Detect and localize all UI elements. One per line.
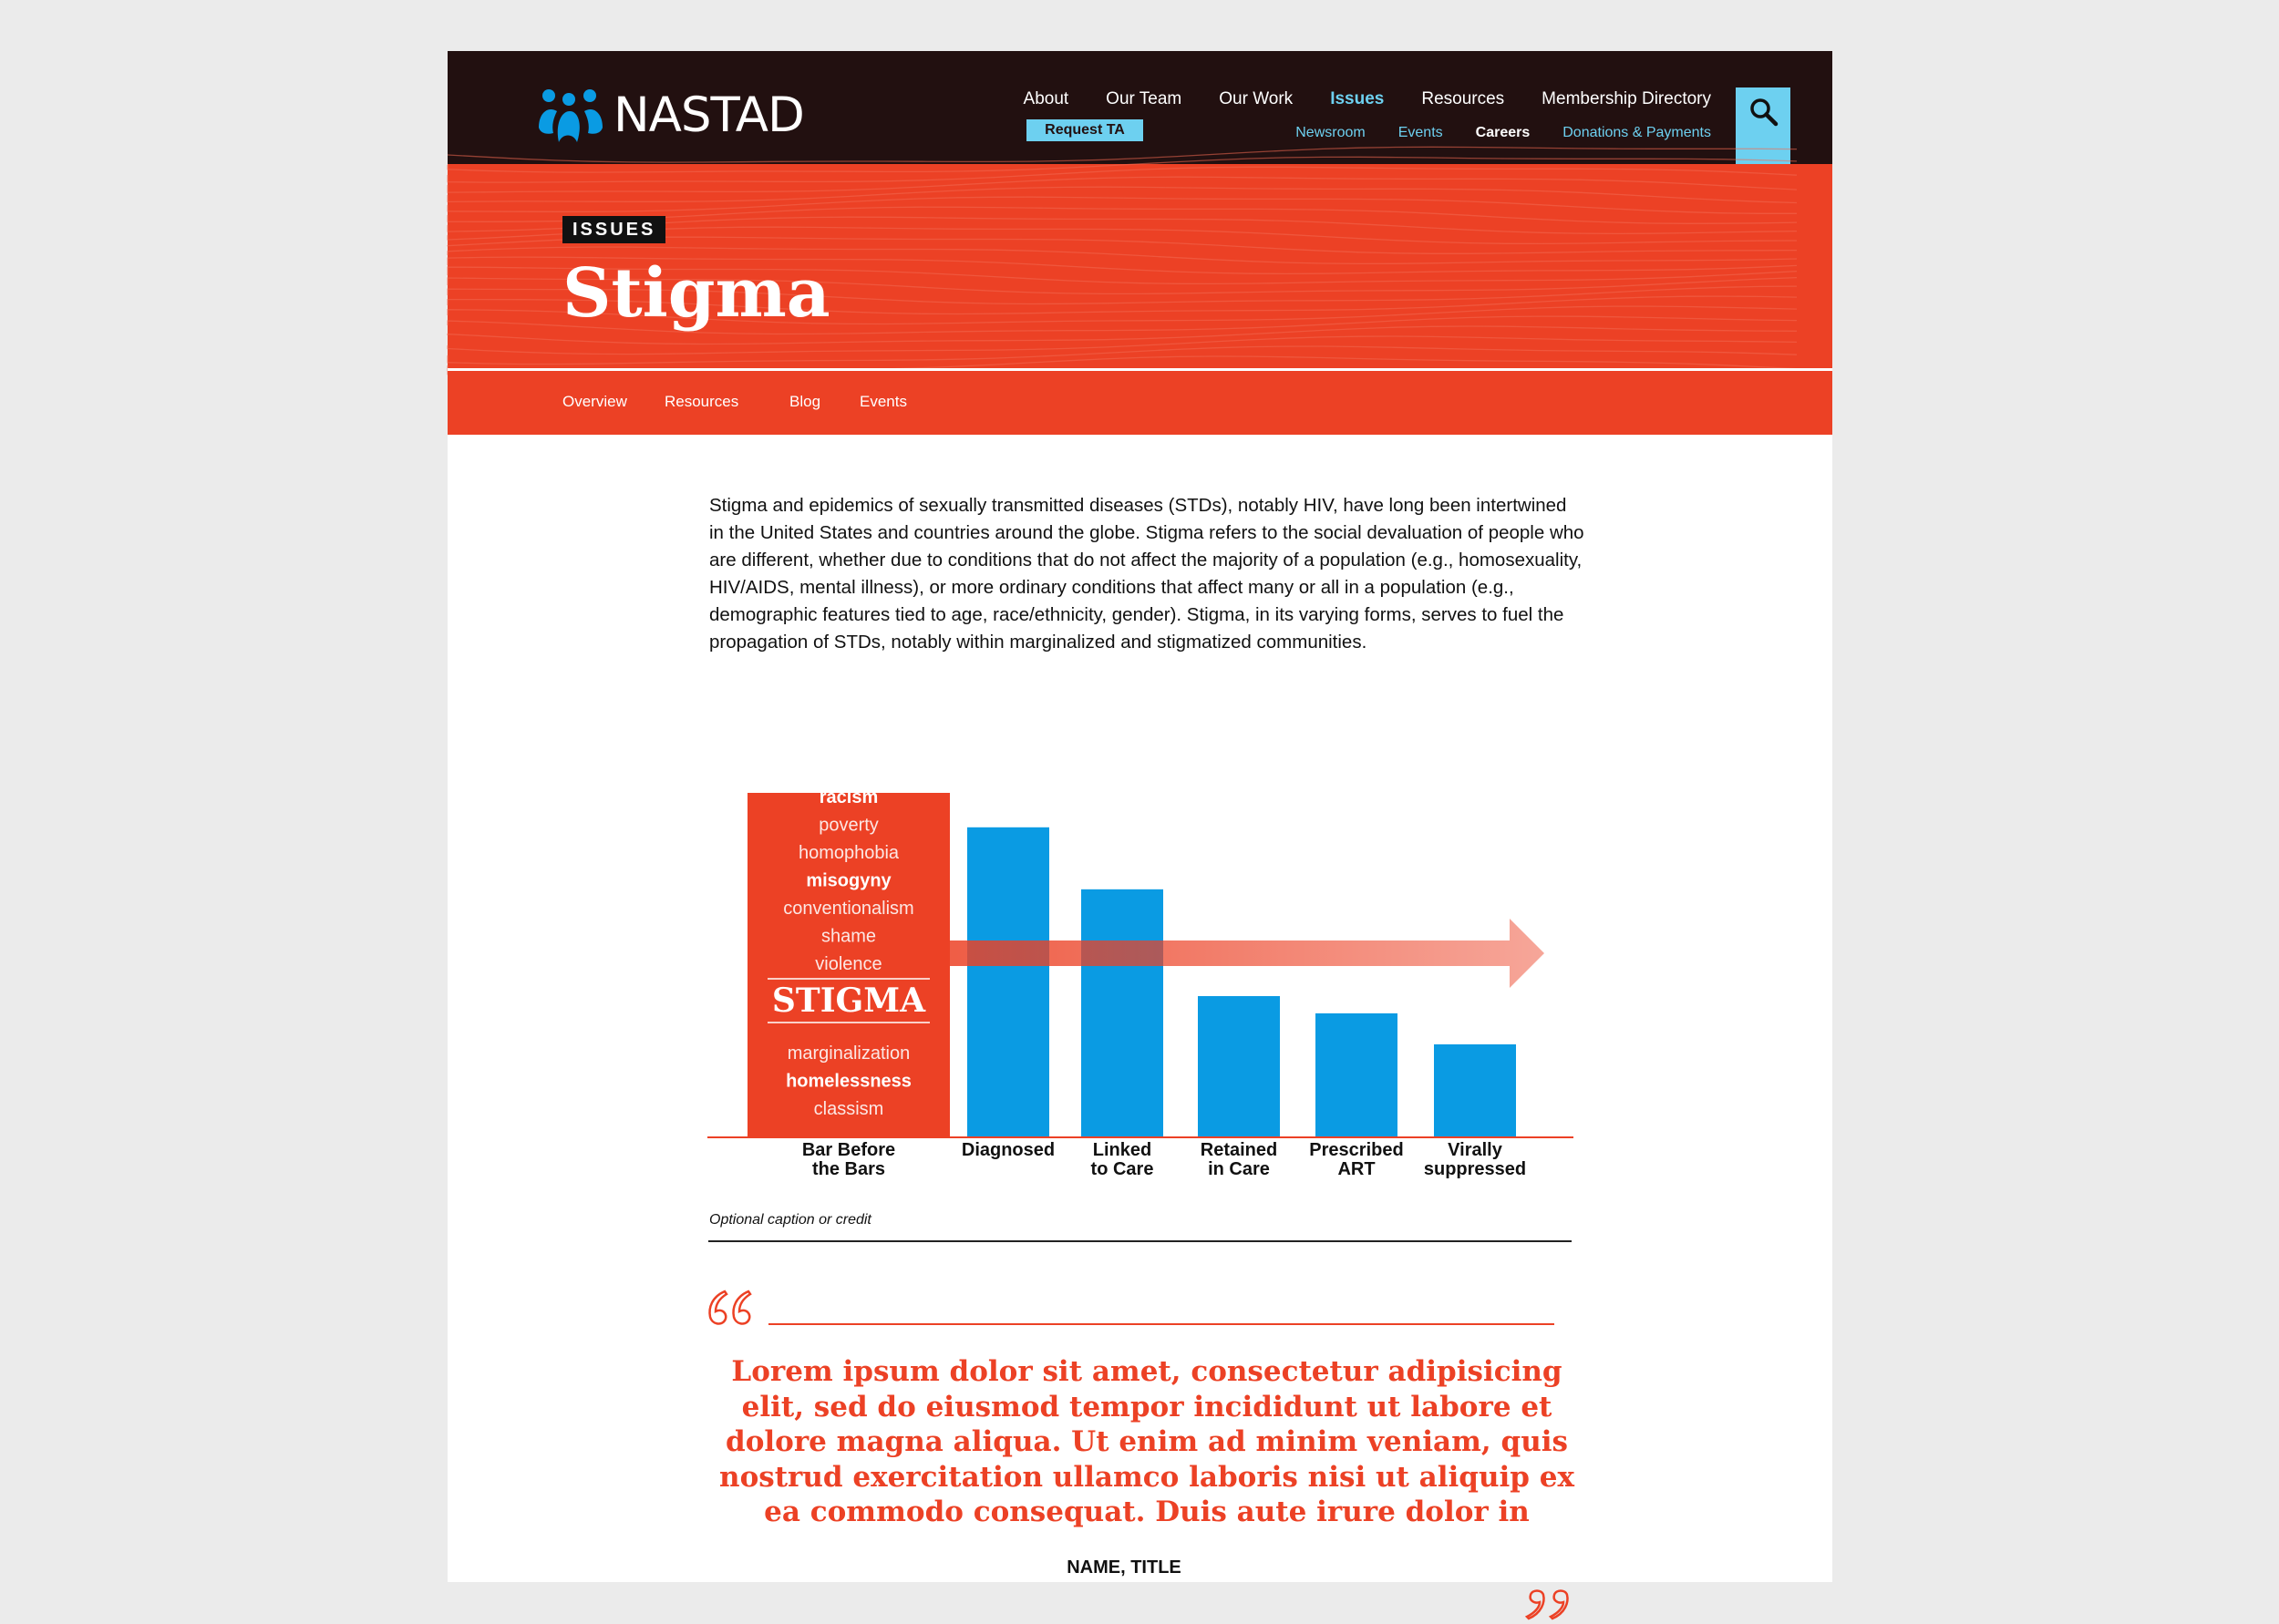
hero-wave-line [448,177,1797,192]
quote-divider [768,1323,1554,1325]
stigma-term: classism [813,1099,884,1119]
stigma-term: poverty [819,815,879,836]
category-label: Virally [1448,1140,1502,1160]
nav-about[interactable]: About [1023,89,1069,108]
stigma-term: homophobia [798,843,900,863]
bar-retained-in-care [1198,996,1280,1137]
quote-attribution: NAME, TITLE [1067,1557,1181,1578]
open-quote-icon [705,1286,756,1330]
secondary-nav [1263,125,1711,141]
nav-careers[interactable]: Careers [1475,125,1531,140]
stigma-term: violence [815,954,882,974]
tab-events[interactable]: Events [860,393,907,410]
nav-membership-directory[interactable]: Membership Directory [1542,89,1711,108]
search-button[interactable] [1736,87,1790,164]
intro-paragraph: Stigma and epidemics of sexually transmitted diseases (STDs), notably HIV, have long been intertwined in the United States and countries around the globe. Stigma refers to the social devaluation of people who are different, whether due to conditions that do not affect the majority of a population (e.g., homosexuality, HIV/AIDS, mental illness), or more ordinary conditions that affect many or all in a population (e.g., demographic features tied to age, race/ethnicity, gender). Stigma, in its varying forms, serves to fuel the propagation of STDs, notably within marginalized and stigmatized communities. [709,495,1584,653]
tab-overview[interactable]: Overview [562,393,627,410]
nav-resources[interactable]: Resources [1421,89,1505,108]
nav-our-team[interactable]: Our Team [1106,89,1182,108]
stigma-term: homelessness [786,1071,912,1092]
request-ta-button[interactable]: Request TA [1026,119,1143,141]
nastad-logo-icon [535,86,606,146]
search-icon [1748,97,1779,128]
stigma-heading: STIGMA [771,982,926,1020]
category-label: Prescribed [1309,1140,1404,1160]
close-quote-icon [1523,1588,1574,1624]
nav-donations-payments[interactable]: Donations & Payments [1562,125,1711,140]
logo-text: NASTAD [614,87,804,143]
category-label: Bar Before [801,1140,896,1160]
nav-newsroom[interactable]: Newsroom [1295,125,1366,140]
page [448,51,1832,1582]
figure-caption: Optional caption or credit [709,1212,871,1228]
nav-issues[interactable]: Issues [1330,89,1385,108]
bar-virally-suppressed [1434,1044,1516,1137]
stigma-term: shame [820,926,877,947]
category-label: to Care [1090,1159,1154,1179]
pull-quote-text: Lorem ipsum dolor sit amet, consectetur adipisicing elit, sed do eiusmod tempor incididunt ut labore et dolore magna aliqua. Ut enim ad minim veniam, quis nostrud exercitation ullamco laboris nisi ut aliquip ex ea commodo consequat. Duis aute irure dolor in [719,1355,1574,1528]
category-label: the Bars [811,1159,886,1179]
page-title: Stigma [562,254,830,333]
logo-link[interactable] [535,86,804,146]
bar-diagnosed [967,827,1049,1137]
bar-linked-to-care [1081,889,1163,1137]
category-label: Linked [1092,1140,1152,1160]
bar-prescribed-art [1315,1013,1397,1137]
main-nav [986,89,1711,109]
nav-events[interactable]: Events [1397,125,1443,140]
hero-wave-line [448,187,1797,202]
category-label: in Care [1208,1159,1270,1179]
category-label: Diagnosed [961,1140,1056,1160]
nav-our-work[interactable]: Our Work [1219,89,1294,108]
section-badge: ISSUES [562,216,665,243]
section-tabs [448,371,1832,435]
stigma-term: marginalization [787,1043,911,1064]
category-label: ART [1337,1159,1376,1179]
stigma-bar-chart [707,771,1573,1179]
tab-resources[interactable]: Resources [665,393,739,410]
category-label: Retained [1200,1140,1278,1160]
hero-wave-line [448,197,1797,213]
category-label: suppressed [1423,1159,1527,1179]
stigma-term: misogyny [806,870,892,891]
caption-divider [708,1240,1572,1242]
tab-blog[interactable]: Blog [789,393,821,410]
stigma-term: racism [819,787,879,807]
site-header [448,51,1832,164]
stigma-term: conventionalism [783,899,914,919]
